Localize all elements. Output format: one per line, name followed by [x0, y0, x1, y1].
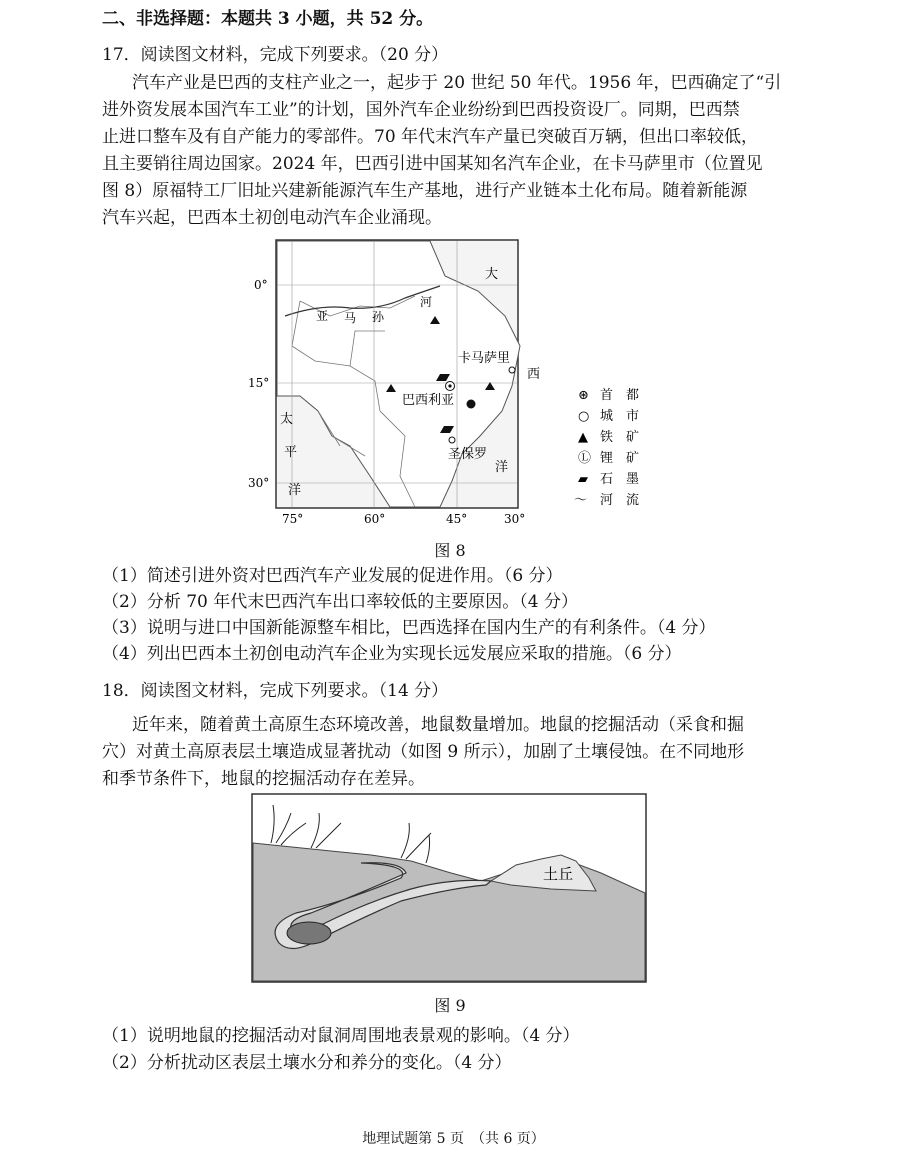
q18-para-line: 和季节条件下，地鼠的挖掘活动存在差异。 [102, 769, 425, 789]
legend-symbol: ○ [578, 409, 590, 424]
legend-symbol: Ⓛ [578, 451, 592, 466]
q17-para-line: 图 8）原福特工厂旧址兴建新能源汽车生产基地，进行产业链本土化布局。随着新能源 [102, 181, 748, 201]
atlantic-label: 洋 [495, 460, 509, 475]
q18-title: 18．阅读图文材料，完成下列要求。（14 分） [102, 681, 449, 701]
q17-question: （3）说明与进口中国新能源整车相比，巴西选择在国内生产的有利条件。（4 分） [102, 618, 716, 638]
mound-label: 土丘 [543, 865, 574, 883]
q17-para-line: 汽车兴起，巴西本土初创电动汽车企业涌现。 [102, 208, 442, 228]
lat-label: 0° [254, 278, 268, 292]
q17-para-line: 且主要销往周边国家。2024 年，巴西引进中国某知名汽车企业，在卡马萨里市（位置见 [102, 154, 763, 174]
figure-8-caption: 图 8 [434, 541, 466, 560]
q17-question: （1）简述引进外资对巴西汽车产业发展的促进作用。（6 分） [102, 566, 563, 586]
lon-label: 30° [504, 512, 526, 526]
q17-para-line: 止进口整车及有自产能力的零部件。70 年代末汽车产量已突破百万辆，但出口率较低， [102, 127, 759, 147]
city-marker [509, 367, 515, 373]
legend-label: 锂 矿 [600, 451, 640, 466]
q18-question: （1）说明地鼠的挖掘活动对鼠洞周围地表景观的影响。（4 分） [102, 1026, 580, 1046]
city-marker [449, 437, 455, 443]
burrow-illustration [251, 793, 647, 983]
page-footer: 地理试题第 5 页 （共 6 页） [362, 1131, 545, 1147]
city-label-brasilia: 巴西利亚 [402, 393, 455, 408]
river-label: 河 [420, 295, 433, 309]
legend-label: 铁 矿 [600, 430, 640, 445]
legend-label: 首 都 [600, 388, 640, 403]
lithium-marker [467, 400, 476, 409]
q17-question: （2）分析 70 年代末巴西汽车出口率较低的主要原因。（4 分） [102, 592, 578, 612]
atlantic-label: 大 [485, 267, 499, 282]
legend-symbol: ▲ [578, 430, 588, 445]
map-legend [574, 387, 639, 508]
rodent [287, 922, 331, 944]
lat-label: 30° [248, 476, 270, 490]
legend-label: 石 墨 [600, 472, 640, 487]
q18-question: （2）分析扰动区表层土壤水分和养分的变化。（4 分） [102, 1053, 512, 1073]
legend-symbol: ▰ [578, 472, 588, 487]
legend-label: 城 市 [600, 409, 640, 424]
legend-symbol: ～ [574, 493, 588, 508]
figure-9-caption: 图 9 [434, 996, 466, 1015]
pacific-label: 洋 [288, 483, 302, 498]
atlantic-label: 西 [527, 367, 541, 382]
river-label: 马 [344, 311, 357, 325]
lon-label: 75° [282, 512, 304, 526]
lon-label: 45° [446, 512, 468, 526]
city-label-camacari: 卡马萨里 [458, 351, 511, 366]
pacific-label: 太 [280, 412, 294, 427]
lon-label: 60° [364, 512, 386, 526]
q17-para-line: 进外资发展本国汽车工业”的计划，国外汽车企业纷纷到巴西投资设厂。同期，巴西禁 [102, 100, 740, 120]
river-label: 亚 [316, 309, 329, 323]
legend-label: 河 流 [600, 493, 640, 508]
pacific-label: 平 [284, 445, 298, 460]
q17-para-line: 汽车产业是巴西的支柱产业之一，起步于 20 世纪 50 年代。1956 年，巴西确定了“引 [132, 73, 782, 93]
brazil-map [240, 236, 660, 531]
q17-title: 17．阅读图文材料，完成下列要求。（20 分） [102, 45, 449, 65]
section-heading: 二、非选择题：本题共 3 小题，共 52 分。 [102, 9, 434, 29]
q18-para-line: 穴）对黄土高原表层土壤造成显著扰动（如图 9 所示），加剧了土壤侵蚀。在不同地形 [102, 742, 745, 762]
river-label: 孙 [372, 310, 385, 324]
q18-para-line: 近年来，随着黄土高原生态环境改善，地鼠数量增加。地鼠的挖掘活动（采食和掘 [132, 715, 744, 735]
city-label-saopaulo: 圣保罗 [448, 447, 488, 462]
lat-label: 15° [248, 376, 270, 390]
q17-question: （4）列出巴西本土初创电动汽车企业为实现长远发展应采取的措施。（6 分） [102, 644, 682, 664]
legend-symbol: ⊛ [578, 388, 589, 403]
